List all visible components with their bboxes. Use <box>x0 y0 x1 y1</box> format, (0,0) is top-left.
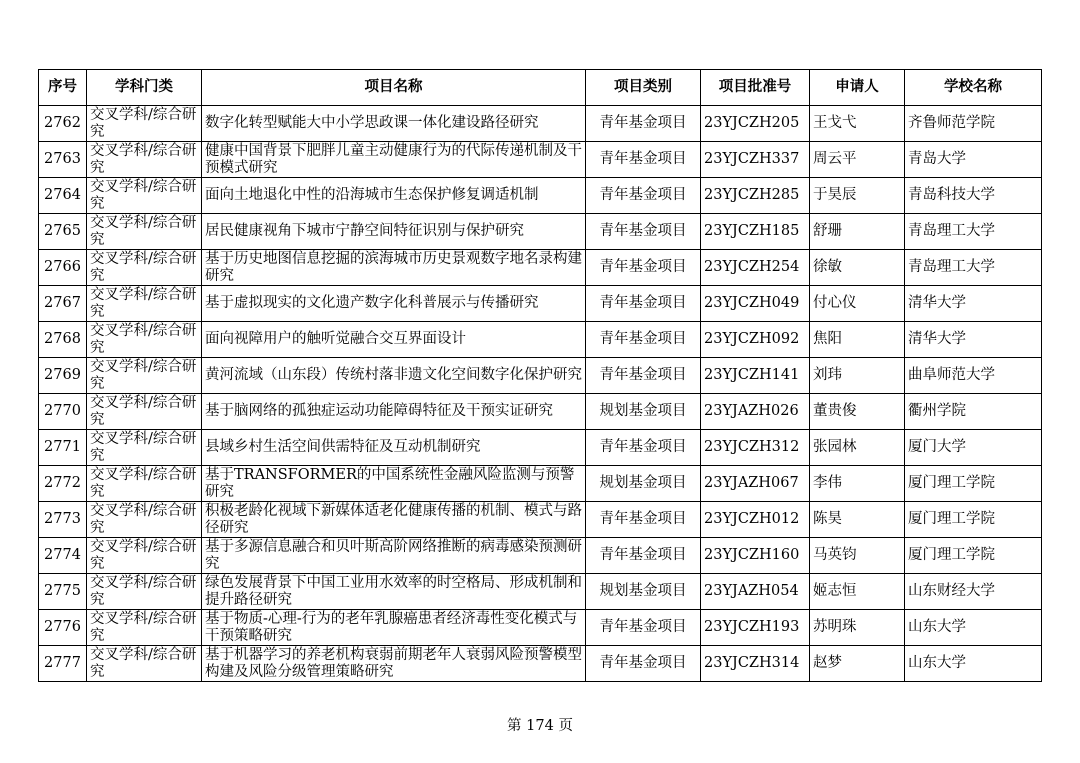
cell-seq: 2769 <box>39 358 87 394</box>
cell-approval-code: 23YJCZH185 <box>701 214 810 250</box>
table-row <box>39 430 1042 466</box>
cell-school: 山东大学 <box>905 646 1042 682</box>
cell-discipline: 交叉学科/综合研究 <box>87 250 202 286</box>
cell-applicant: 董贵俊 <box>810 394 905 430</box>
cell-applicant: 徐敏 <box>810 250 905 286</box>
cell-seq: 2767 <box>39 286 87 322</box>
cell-approval-code: 23YJCZH314 <box>701 646 810 682</box>
cell-project-type: 规划基金项目 <box>586 466 701 502</box>
cell-seq: 2775 <box>39 574 87 610</box>
header-project-type: 项目类别 <box>586 70 701 106</box>
cell-discipline: 交叉学科/综合研究 <box>87 646 202 682</box>
cell-project-name: 基于历史地图信息挖掘的滨海城市历史景观数字地名录构建研究 <box>202 250 586 286</box>
cell-applicant: 赵梦 <box>810 646 905 682</box>
cell-project-type: 青年基金项目 <box>586 646 701 682</box>
cell-project-name: 数字化转型赋能大中小学思政课一体化建设路径研究 <box>202 106 586 142</box>
cell-project-name: 健康中国背景下肥胖儿童主动健康行为的代际传递机制及干预模式研究 <box>202 142 586 178</box>
cell-seq: 2771 <box>39 430 87 466</box>
cell-school: 青岛理工大学 <box>905 214 1042 250</box>
table-row <box>39 646 1042 682</box>
cell-school: 青岛理工大学 <box>905 250 1042 286</box>
cell-project-type: 青年基金项目 <box>586 250 701 286</box>
cell-project-type: 青年基金项目 <box>586 538 701 574</box>
cell-project-type: 青年基金项目 <box>586 358 701 394</box>
cell-applicant: 于昊辰 <box>810 178 905 214</box>
cell-approval-code: 23YJCZH254 <box>701 250 810 286</box>
cell-seq: 2776 <box>39 610 87 646</box>
cell-school: 厦门理工学院 <box>905 466 1042 502</box>
cell-school: 清华大学 <box>905 286 1042 322</box>
header-approval-code: 项目批准号 <box>701 70 810 106</box>
table-row <box>39 502 1042 538</box>
cell-seq: 2762 <box>39 106 87 142</box>
header-discipline: 学科门类 <box>87 70 202 106</box>
cell-project-type: 规划基金项目 <box>586 574 701 610</box>
header-school: 学校名称 <box>905 70 1042 106</box>
cell-project-name: 基于TRANSFORMER的中国系统性金融风险监测与预警研究 <box>202 466 586 502</box>
table-row <box>39 358 1042 394</box>
cell-applicant: 苏明珠 <box>810 610 905 646</box>
table-row <box>39 394 1042 430</box>
cell-approval-code: 23YJCZH092 <box>701 322 810 358</box>
cell-discipline: 交叉学科/综合研究 <box>87 142 202 178</box>
cell-approval-code: 23YJCZH160 <box>701 538 810 574</box>
cell-school: 山东大学 <box>905 610 1042 646</box>
cell-approval-code: 23YJAZH054 <box>701 574 810 610</box>
cell-applicant: 陈昊 <box>810 502 905 538</box>
cell-applicant: 张园林 <box>810 430 905 466</box>
cell-applicant: 周云平 <box>810 142 905 178</box>
cell-discipline: 交叉学科/综合研究 <box>87 502 202 538</box>
cell-approval-code: 23YJCZH205 <box>701 106 810 142</box>
cell-project-type: 规划基金项目 <box>586 394 701 430</box>
cell-school: 厦门理工学院 <box>905 538 1042 574</box>
cell-school: 齐鲁师范学院 <box>905 106 1042 142</box>
cell-project-name: 绿色发展背景下中国工业用水效率的时空格局、形成机制和提升路径研究 <box>202 574 586 610</box>
table-row <box>39 142 1042 178</box>
cell-approval-code: 23YJCZH049 <box>701 286 810 322</box>
cell-applicant: 付心仪 <box>810 286 905 322</box>
cell-project-type: 青年基金项目 <box>586 214 701 250</box>
cell-applicant: 刘玮 <box>810 358 905 394</box>
cell-seq: 2768 <box>39 322 87 358</box>
cell-seq: 2773 <box>39 502 87 538</box>
cell-applicant: 王戈弋 <box>810 106 905 142</box>
cell-seq: 2766 <box>39 250 87 286</box>
table-row <box>39 322 1042 358</box>
header-project-name: 项目名称 <box>202 70 586 106</box>
cell-project-name: 面向视障用户的触听觉融合交互界面设计 <box>202 322 586 358</box>
cell-project-name: 积极老龄化视域下新媒体适老化健康传播的机制、模式与路径研究 <box>202 502 586 538</box>
cell-school: 青岛科技大学 <box>905 178 1042 214</box>
table-row <box>39 466 1042 502</box>
cell-approval-code: 23YJAZH067 <box>701 466 810 502</box>
cell-discipline: 交叉学科/综合研究 <box>87 214 202 250</box>
table-row <box>39 538 1042 574</box>
cell-school: 山东财经大学 <box>905 574 1042 610</box>
cell-discipline: 交叉学科/综合研究 <box>87 538 202 574</box>
cell-applicant: 焦阳 <box>810 322 905 358</box>
table-row <box>39 178 1042 214</box>
cell-project-name: 黄河流域（山东段）传统村落非遗文化空间数字化保护研究 <box>202 358 586 394</box>
cell-project-type: 青年基金项目 <box>586 610 701 646</box>
cell-approval-code: 23YJCZH141 <box>701 358 810 394</box>
cell-seq: 2765 <box>39 214 87 250</box>
cell-seq: 2770 <box>39 394 87 430</box>
cell-applicant: 马英钧 <box>810 538 905 574</box>
cell-seq: 2772 <box>39 466 87 502</box>
cell-approval-code: 23YJAZH026 <box>701 394 810 430</box>
cell-project-name: 面向土地退化中性的沿海城市生态保护修复调适机制 <box>202 178 586 214</box>
header-applicant: 申请人 <box>810 70 905 106</box>
cell-project-name: 基于多源信息融合和贝叶斯高阶网络推断的病毒感染预测研究 <box>202 538 586 574</box>
cell-discipline: 交叉学科/综合研究 <box>87 178 202 214</box>
cell-approval-code: 23YJCZH285 <box>701 178 810 214</box>
cell-discipline: 交叉学科/综合研究 <box>87 610 202 646</box>
table-row <box>39 574 1042 610</box>
cell-school: 清华大学 <box>905 322 1042 358</box>
cell-applicant: 李伟 <box>810 466 905 502</box>
cell-seq: 2763 <box>39 142 87 178</box>
header-seq: 序号 <box>39 70 87 106</box>
cell-school: 厦门大学 <box>905 430 1042 466</box>
cell-discipline: 交叉学科/综合研究 <box>87 322 202 358</box>
table-row <box>39 286 1042 322</box>
cell-project-name: 基于机器学习的养老机构衰弱前期老年人衰弱风险预警模型构建及风险分级管理策略研究 <box>202 646 586 682</box>
cell-discipline: 交叉学科/综合研究 <box>87 430 202 466</box>
cell-seq: 2774 <box>39 538 87 574</box>
cell-discipline: 交叉学科/综合研究 <box>87 106 202 142</box>
cell-discipline: 交叉学科/综合研究 <box>87 574 202 610</box>
cell-project-type: 青年基金项目 <box>586 106 701 142</box>
cell-project-name: 县域乡村生活空间供需特征及互动机制研究 <box>202 430 586 466</box>
cell-school: 青岛大学 <box>905 142 1042 178</box>
cell-seq: 2764 <box>39 178 87 214</box>
cell-project-type: 青年基金项目 <box>586 430 701 466</box>
cell-applicant: 舒珊 <box>810 214 905 250</box>
cell-discipline: 交叉学科/综合研究 <box>87 358 202 394</box>
cell-project-name: 居民健康视角下城市宁静空间特征识别与保护研究 <box>202 214 586 250</box>
cell-discipline: 交叉学科/综合研究 <box>87 286 202 322</box>
cell-project-type: 青年基金项目 <box>586 142 701 178</box>
cell-project-name: 基于虚拟现实的文化遗产数字化科普展示与传播研究 <box>202 286 586 322</box>
table-row <box>39 250 1042 286</box>
cell-project-type: 青年基金项目 <box>586 178 701 214</box>
table-row <box>39 106 1042 142</box>
cell-school: 衢州学院 <box>905 394 1042 430</box>
grant-table <box>38 69 1042 682</box>
cell-approval-code: 23YJCZH337 <box>701 142 810 178</box>
cell-approval-code: 23YJCZH193 <box>701 610 810 646</box>
cell-project-type: 青年基金项目 <box>586 502 701 538</box>
table-row <box>39 214 1042 250</box>
cell-seq: 2777 <box>39 646 87 682</box>
cell-applicant: 姬志恒 <box>810 574 905 610</box>
page-number: 第 174 页 <box>507 718 573 734</box>
cell-project-type: 青年基金项目 <box>586 322 701 358</box>
cell-project-name: 基于物质-心理-行为的老年乳腺癌患者经济毒性变化模式与干预策略研究 <box>202 610 586 646</box>
cell-approval-code: 23YJCZH312 <box>701 430 810 466</box>
table-header-row <box>39 70 1042 106</box>
cell-discipline: 交叉学科/综合研究 <box>87 466 202 502</box>
table-row <box>39 610 1042 646</box>
cell-project-name: 基于脑网络的孤独症运动功能障碍特征及干预实证研究 <box>202 394 586 430</box>
cell-project-type: 青年基金项目 <box>586 286 701 322</box>
cell-school: 曲阜师范大学 <box>905 358 1042 394</box>
cell-approval-code: 23YJCZH012 <box>701 502 810 538</box>
cell-discipline: 交叉学科/综合研究 <box>87 394 202 430</box>
cell-school: 厦门理工学院 <box>905 502 1042 538</box>
